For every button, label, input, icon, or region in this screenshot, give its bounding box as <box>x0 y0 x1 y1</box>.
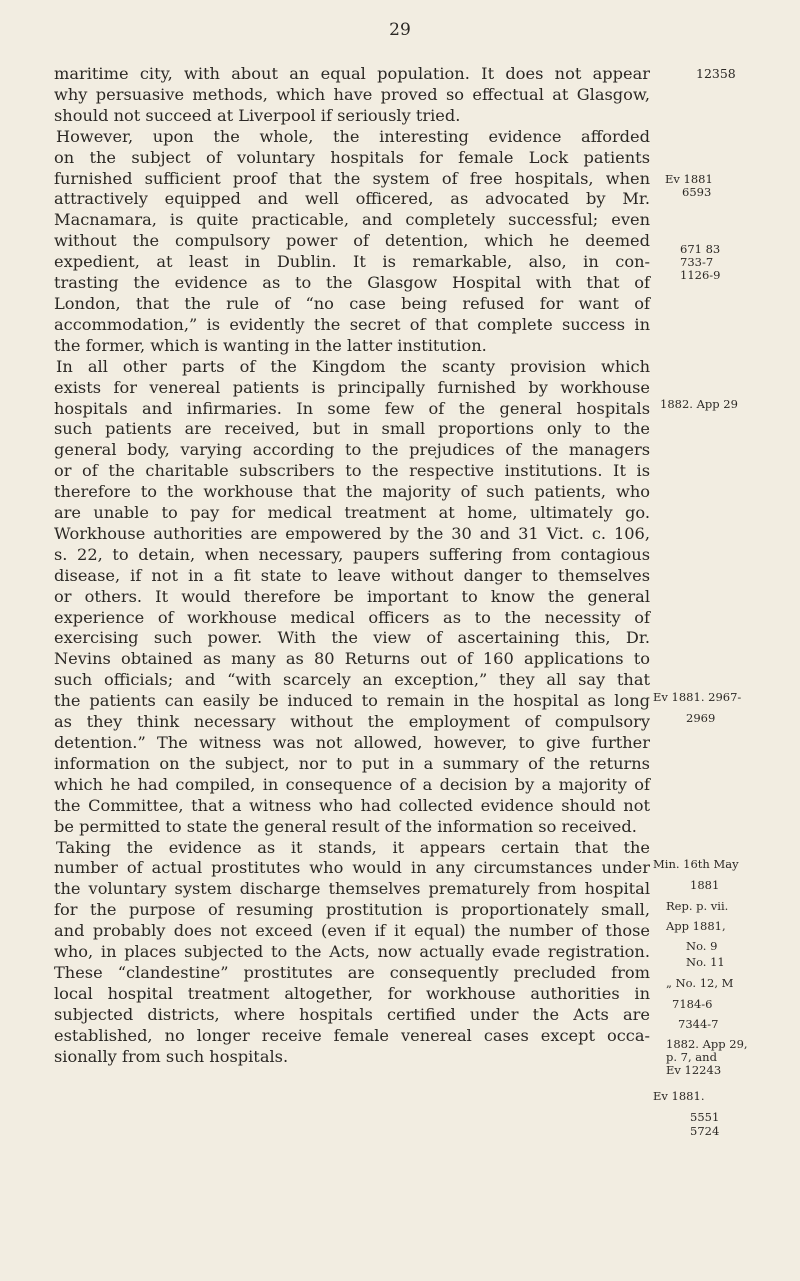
margin-note: No. 11 <box>686 955 725 969</box>
margin-note: p. 7, and <box>666 1050 717 1064</box>
page-number: 29 <box>389 20 411 40</box>
margin-note: App 1881, <box>666 919 726 933</box>
margin-note: 7184-6 <box>672 997 713 1011</box>
body-text <box>54 64 650 1068</box>
text-line: or of the charitable subscribers to the respective institutions. It is <box>54 461 650 481</box>
text-line: be permitted to state the general result of the information so received. <box>54 816 637 836</box>
margin-note: Rep. p. vii. <box>666 899 729 913</box>
text-line: London, that the rule of “no case being refused for want of <box>54 293 650 313</box>
text-line: general body, varying according to the prejudices of the managers <box>54 440 650 460</box>
text-line: the patients can easily be induced to remain in the hospital as long <box>54 691 650 711</box>
text-line: furnished sufficient proof that the system of free hospitals, when <box>54 168 650 188</box>
margin-note: 671 83 <box>680 242 721 256</box>
margin-note: No. 9 <box>686 939 718 953</box>
text-line: trasting the evidence as to the Glasgow Hospital with that of <box>54 273 650 293</box>
text-line: Macnamara, is quite practicable, and completely successful; even <box>54 210 650 230</box>
text-line: attractively equipped and well officered, as advocated by Mr. <box>54 189 650 209</box>
margin-note: Ev 1881. 2967- <box>653 690 742 704</box>
margin-note: Ev 1881. <box>653 1089 705 1103</box>
text-line: Nevins obtained as many as 80 Returns out of 160 applications to <box>54 649 650 669</box>
text-line: number of actual prostitutes who would in any circumstances under <box>54 858 650 878</box>
text-line: detention.” The witness was not allowed, however, to give further <box>54 733 650 752</box>
text-line: s. 22, to detain, when necessary, paupers suffering from contagious <box>54 544 650 564</box>
text-line: for the purpose of resuming prostitution is proportionately small, <box>54 900 650 920</box>
text-line: the former, which is wanting in the latter institution. <box>54 335 487 355</box>
text-line: and probably does not exceed (even if it equal) the number of those <box>54 921 650 941</box>
text-line: without the compulsory power of detention, which he deemed <box>54 231 650 251</box>
text-line: the voluntary system discharge themselves prematurely from hospital <box>54 879 650 899</box>
text-line: therefore to the workhouse that the majority of such patients, who <box>54 482 650 502</box>
margin-note: 1882. App 29 <box>660 397 738 411</box>
text-line: are unable to pay for medical treatment at home, ultimately go. <box>54 503 650 523</box>
text-line: why persuasive methods, which have proved so effectual at Glasgow, <box>54 84 650 104</box>
margin-note: Ev 1881 <box>665 172 713 186</box>
text-line: hospitals and infirmaries. In some few of the general hospitals <box>54 398 650 418</box>
margin-note: 2969 <box>686 711 716 725</box>
margin-note: 733-7 <box>680 255 714 269</box>
margin-note: 12358 <box>696 66 736 81</box>
text-line: should not succeed at Liverpool if seriously tried. <box>54 105 461 125</box>
text-line: However, upon the whole, the interesting evidence afforded <box>56 126 650 146</box>
text-line: who, in places subjected to the Acts, now actually evade registration. <box>54 942 650 962</box>
margin-note: „ No. 12, M <box>666 976 734 990</box>
text-line: exists for venereal patients is principally furnished by workhouse <box>54 377 650 397</box>
text-line: expedient, at least in Dublin. It is remarkable, also, in con- <box>54 252 650 272</box>
margin-note: 6593 <box>682 185 712 199</box>
text-line: accommodation,” is evidently the secret of that complete success in <box>54 314 650 334</box>
text-line: sionally from such hospitals. <box>54 1046 289 1066</box>
text-line: which he had compiled, in consequence of a decision by a majority of <box>54 774 650 794</box>
text-line: exercising such power. With the view of ascertaining this, Dr. <box>54 628 650 648</box>
text-line: information on the subject, nor to put in a summary of the returns <box>54 753 650 773</box>
text-line: subjected districts, where hospitals certified under the Acts are <box>54 1004 650 1024</box>
text-line: Workhouse authorities are empowered by the 30 and 31 Vict. c. 106, <box>54 523 650 543</box>
text-line: experience of workhouse medical officers as to the necessity of <box>54 607 650 627</box>
text-line: local hospital treatment altogether, for workhouse authorities in <box>54 983 650 1003</box>
text-line: These “clandestine” prostitutes are consequently precluded from <box>54 962 650 982</box>
text-line: disease, if not in a fit state to leave without danger to themselves <box>54 565 650 585</box>
text-line: such patients are received, but in small proportions only to the <box>54 419 650 439</box>
text-line: Taking the evidence as it stands, it appears certain that the <box>56 837 650 857</box>
text-line: maritime city, with about an equal population. It does not appear <box>54 64 650 83</box>
text-line: the Committee, that a witness who had collected evidence should not <box>54 795 650 815</box>
margin-note: 1882. App 29, <box>666 1037 748 1051</box>
text-line: In all other parts of the Kingdom the scanty provision which <box>56 356 650 376</box>
text-line: on the subject of voluntary hospitals for female Lock patients <box>54 147 650 167</box>
margin-note: 7344-7 <box>678 1017 719 1031</box>
margin-note: 1126-9 <box>680 268 721 282</box>
margin-note: 5551 <box>690 1110 720 1124</box>
margin-note: 1881 <box>690 878 720 892</box>
margin-note: Ev 12243 <box>666 1063 722 1077</box>
margin-note: Min. 16th May <box>653 857 739 871</box>
margin-note: 5724 <box>690 1124 720 1138</box>
text-line: as they think necessary without the employment of compulsory <box>54 712 650 732</box>
text-line: or others. It would therefore be important to know the general <box>54 586 650 606</box>
text-line: such officials; and “with scarcely an exception,” they all say that <box>54 670 650 690</box>
text-line: established, no longer receive female venereal cases except occa- <box>54 1025 650 1045</box>
